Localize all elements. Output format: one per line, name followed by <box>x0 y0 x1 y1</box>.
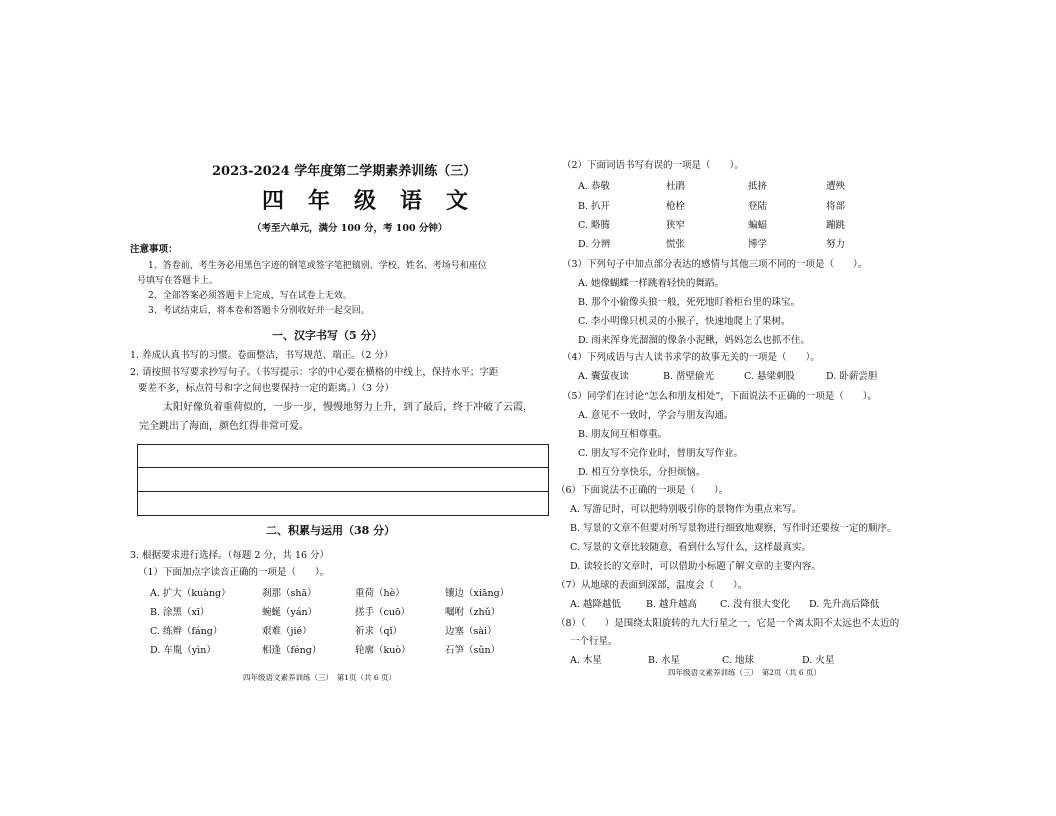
option-a[interactable]: A. 木星 <box>570 655 602 666</box>
copy-passage-cont: 完全跳出了海面，颜色红得非常可爱。 <box>139 421 309 432</box>
option-d-1[interactable]: D. 分辨 <box>578 239 611 250</box>
scope-note: （考至六单元，满分 100 分，考 100 分钟） <box>252 223 448 234</box>
option-d-1[interactable]: D. 车胤（yìn） <box>150 645 216 656</box>
option-d-4: 石笋（sǔn） <box>445 645 501 656</box>
writing-grid[interactable] <box>137 444 549 516</box>
option-b-3: 搓手（cuō） <box>355 607 411 618</box>
option-c-4: 边塞（sài） <box>445 626 497 637</box>
option-c-2: 艰难（jié） <box>262 626 312 637</box>
option-b[interactable]: B. 越升越高 <box>646 599 698 610</box>
option-d[interactable]: D. 先升高后降低 <box>809 599 880 610</box>
option-b[interactable]: B. 朋友间互相尊重。 <box>578 429 668 440</box>
option-d-2: 慌张 <box>666 239 686 250</box>
option-a[interactable]: A. 她像蝴蝶一样跳着轻快的舞蹈。 <box>578 278 724 289</box>
grid-line <box>138 491 548 492</box>
option-b-1[interactable]: B. 涂黑（xī） <box>150 607 210 618</box>
question-3-6: （6）下面说法不正确的一项是（ ）。 <box>556 485 729 496</box>
question-2-cont: 要差不多，标点符号和字之间也要保持一定的距离。）（3 分） <box>138 383 395 394</box>
option-c-3: 祈求（qǐ） <box>355 626 403 637</box>
option-c[interactable]: C. 地球 <box>722 655 754 666</box>
notice-heading: 注意事项： <box>130 244 178 255</box>
option-d-3: 轮廓（kuò） <box>355 645 411 656</box>
option-c[interactable]: C. 李小明像只机灵的小猴子，快速地爬上了果树。 <box>578 316 791 327</box>
option-b-2: 枪栓 <box>666 201 686 212</box>
page-footer-right: 四年级语文素养训练（三） 第2页（共 6 页） <box>668 668 822 677</box>
option-d-2: 相逢（féng） <box>262 645 322 656</box>
copy-passage: 太阳好像负着重荷似的，一步一步，慢慢地努力上升，到了最后，终于冲破了云霞， <box>163 402 533 413</box>
option-a-2: 刹那（shā） <box>262 588 317 599</box>
option-a-1[interactable]: A. 扩大（kuàng） <box>150 588 231 599</box>
option-c-2: 狭窄 <box>666 220 686 231</box>
option-a[interactable]: A. 越降越低 <box>570 599 621 610</box>
option-b-4: 嘱咐（zhǔ） <box>445 607 501 618</box>
option-d[interactable]: D. 相互分享快乐，分担烦恼。 <box>578 467 706 478</box>
option-c-4: 蹦跳 <box>826 220 846 231</box>
option-a-1[interactable]: A. 恭敬 <box>578 181 610 192</box>
option-b-3: 登陆 <box>748 201 768 212</box>
option-a-4: 镶边（xiāng） <box>445 588 510 599</box>
question-3-8: （8）（ ）是围绕太阳旋转的九大行星之一，它是一个离太阳不太远也不太近的 <box>556 618 900 629</box>
option-a-3: 抵挤 <box>748 181 768 192</box>
question-3-2: （2）下面词语书写有误的一项是（ ）。 <box>562 160 744 171</box>
option-a-4: 遭殃 <box>826 181 846 192</box>
option-d[interactable]: D. 读较长的文章时，可以借助小标题了解文章的主要内容。 <box>570 561 821 572</box>
page-footer-left: 四年级语文素养训练（三） 第1页（共 6 页） <box>243 673 397 682</box>
question-3-5: （5）同学们在讨论“怎么和朋友相处”，下面说法不正确的一项是（ ）。 <box>562 391 878 402</box>
option-a[interactable]: A. 意见不一致时，学会与朋友沟通。 <box>578 410 734 421</box>
question-3-8-cont: 一个行星。 <box>570 636 618 647</box>
question-2: 2. 请按照书写要求抄写句子。（书写提示：字的中心要在横格的中线上，保持水平；字距 <box>130 367 499 378</box>
option-a-3: 重荷（hè） <box>355 588 405 599</box>
option-c[interactable]: C. 朋友写不完作业时，替朋友写作业。 <box>578 448 743 459</box>
option-c[interactable]: C. 悬梁刺股 <box>744 371 795 382</box>
option-d-3: 博学 <box>748 239 768 250</box>
option-c[interactable]: C. 写景的文章比较随意，看到什么写什么，这样最真实。 <box>570 542 811 553</box>
option-d[interactable]: D. 火星 <box>802 655 835 666</box>
question-3: 3. 根据要求进行选择。（每题 2 分，共 16 分） <box>130 550 330 561</box>
subject-title: 四年级语文 <box>262 188 493 214</box>
question-3-7: （7）从地球的表面到深部，温度会（ ）。 <box>556 580 748 591</box>
notice-item-3: 3、考试结束后，将本卷和答题卡分别收好并一起交回。 <box>148 306 370 316</box>
option-a[interactable]: A. 写游记时，可以把特别吸引你的景物作为重点来写。 <box>570 504 802 515</box>
question-3-4: （4）下列成语与古人读书求学的故事无关的一项是（ ）。 <box>562 352 820 363</box>
option-d[interactable]: D. 卧薪尝胆 <box>826 371 878 382</box>
option-b[interactable]: B. 水星 <box>648 655 681 666</box>
question-3-1: （1）下面加点字读音正确的一项是（ ）。 <box>138 567 330 578</box>
option-c-3: 蝙蝠 <box>748 220 768 231</box>
option-b[interactable]: B. 凿壁偷光 <box>663 371 715 382</box>
notice-item-2: 2、全部答案必须答题卡上完成，写在试卷上无效。 <box>148 291 352 301</box>
option-d-4: 努力 <box>826 239 846 250</box>
option-b-4: 将部 <box>826 201 846 212</box>
option-b-1[interactable]: B. 扒开 <box>578 201 611 212</box>
option-c-1[interactable]: C. 略腾 <box>578 220 610 231</box>
option-b-2: 蜿蜒（yán） <box>262 607 318 618</box>
question-3-3: （3）下列句子中加点部分表达的感情与其他三项不同的一项是（ ）。 <box>562 259 868 270</box>
section-2-title: 二、积累与运用（38 分） <box>266 524 396 537</box>
option-a[interactable]: A. 囊萤夜读 <box>578 371 629 382</box>
option-c[interactable]: C. 没有很大变化 <box>720 599 790 610</box>
option-b[interactable]: B. 那个小偷像头狼一般，死死地盯着柜台里的珠宝。 <box>578 297 801 308</box>
exam-title: 2023-2024 学年度第二学期素养训练（三） <box>212 164 477 179</box>
option-b[interactable]: B. 写景的文章不但要对所写景物进行细致地观察，写作时还要按一定的顺序。 <box>570 523 897 534</box>
option-a-2: 杜鹃 <box>666 181 686 192</box>
section-1-title: 一、汉字书写（5 分） <box>272 329 383 342</box>
option-d[interactable]: D. 雨来浑身光溜溜的像条小泥鳅，妈妈怎么也抓不住。 <box>578 335 810 346</box>
grid-line <box>138 467 548 468</box>
notice-item-1-cont: 号填写在答题卡上。 <box>137 276 219 286</box>
option-c-1[interactable]: C. 练辫（fáng） <box>150 626 223 637</box>
question-1: 1. 养成认真书写的习惯。卷面整洁，书写规范、端正。（2 分） <box>130 350 394 361</box>
notice-item-1: 1、答卷前，考生务必用黑色字迹的钢笔或签字笔把镇别、学校、姓名、考场号和座位 <box>148 261 487 271</box>
